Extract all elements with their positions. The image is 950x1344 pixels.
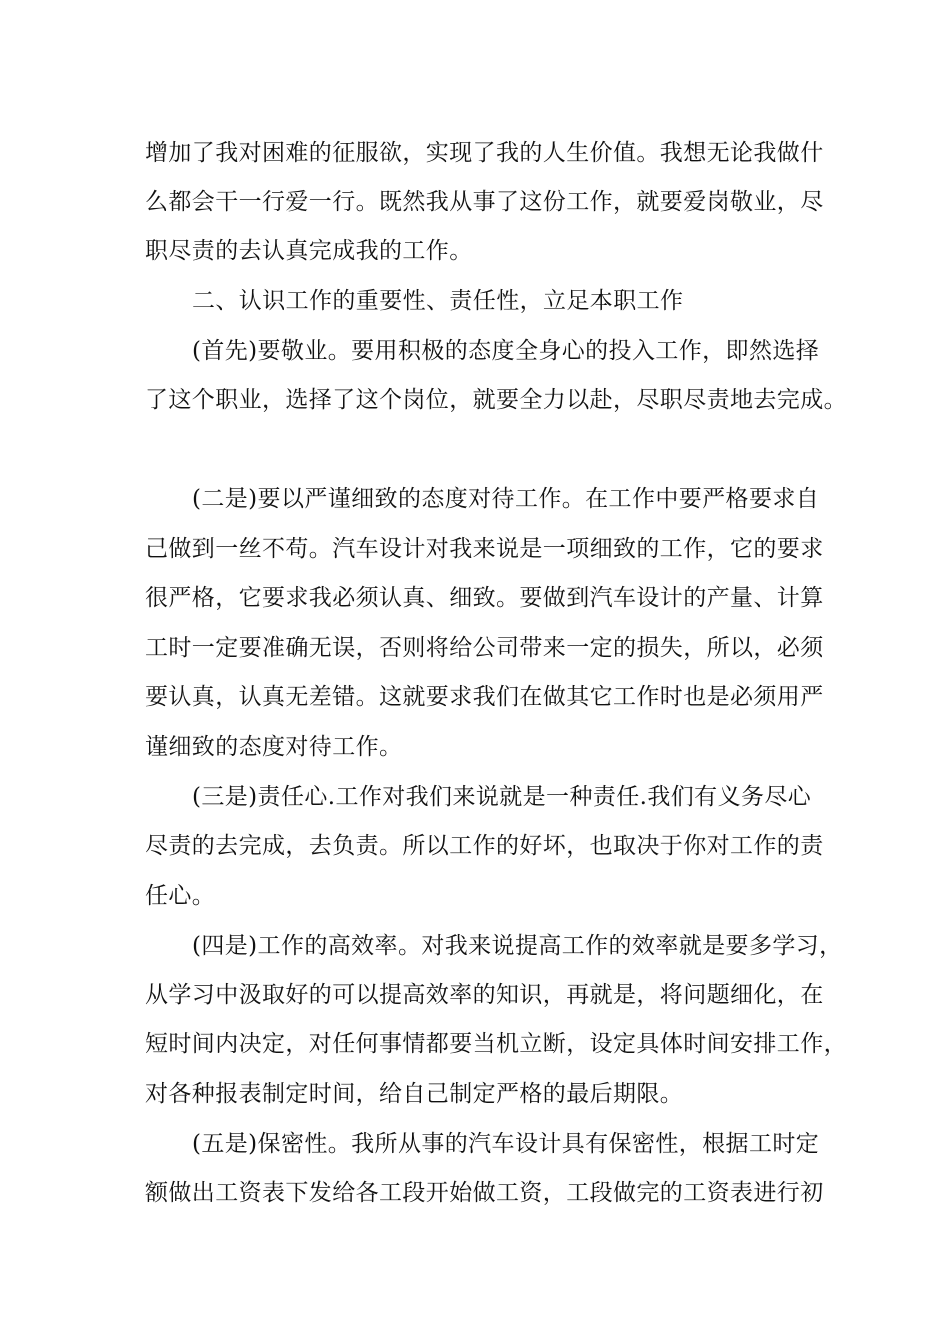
- text-line: (五是)保密性。我所从事的汽车设计具有保密性，根据工时定: [192, 1131, 820, 1157]
- text-line: (首先)要敬业。要用积极的态度全身心的投入工作，即然选择: [192, 338, 820, 364]
- text-line: 很严格，它要求我必须认真、细致。要做到汽车设计的产量、计算: [145, 585, 824, 611]
- text-line: 任心。: [145, 883, 216, 909]
- text-line: 对各种报表制定时间，给自己制定严格的最后期限。: [145, 1081, 684, 1107]
- text-line: (二是)要以严谨细致的态度对待工作。在工作中要严格要求自: [192, 486, 820, 512]
- text-line: 要认真，认真无差错。这就要求我们在做其它工作时也是必须用严: [145, 684, 824, 710]
- text-line: 工时一定要准确无误，否则将给公司带来一定的损失，所以，必须: [145, 635, 824, 661]
- text-line: 从学习中汲取好的可以提高效率的知识，再就是，将问题细化，在: [145, 982, 824, 1008]
- text-line: 增加了我对困难的征服欲，实现了我的人生价值。我想无论我做什: [145, 140, 824, 166]
- text-line: 谨细致的态度对待工作。: [145, 734, 403, 760]
- section-heading: 二、认识工作的重要性、责任性，立足本职工作: [192, 288, 684, 314]
- text-line: 尽责的去完成，去负责。所以工作的好坏，也取决于你对工作的责: [145, 833, 824, 859]
- text-line: 职尽责的去认真完成我的工作。: [145, 238, 473, 264]
- text-line: 额做出工资表下发给各工段开始做工资，工段做完的工资表进行初: [145, 1180, 824, 1206]
- text-line: 了这个职业，选择了这个岗位，就要全力以赴，尽职尽责地去完成。: [145, 387, 847, 413]
- text-line: 短时间内决定，对任何事情都要当机立断，设定具体时间安排工作，: [145, 1031, 847, 1057]
- text-line: (四是)工作的高效率。对我来说提高工作的效率就是要多学习，: [192, 933, 843, 959]
- text-line: 么都会干一行爱一行。既然我从事了这份工作，就要爱岗敬业，尽: [145, 189, 824, 215]
- text-line: 己做到一丝不苟。汽车设计对我来说是一项细致的工作，它的要求: [145, 536, 824, 562]
- text-line: (三是)责任心.工作对我们来说就是一种责任.我们有义务尽心: [192, 784, 812, 810]
